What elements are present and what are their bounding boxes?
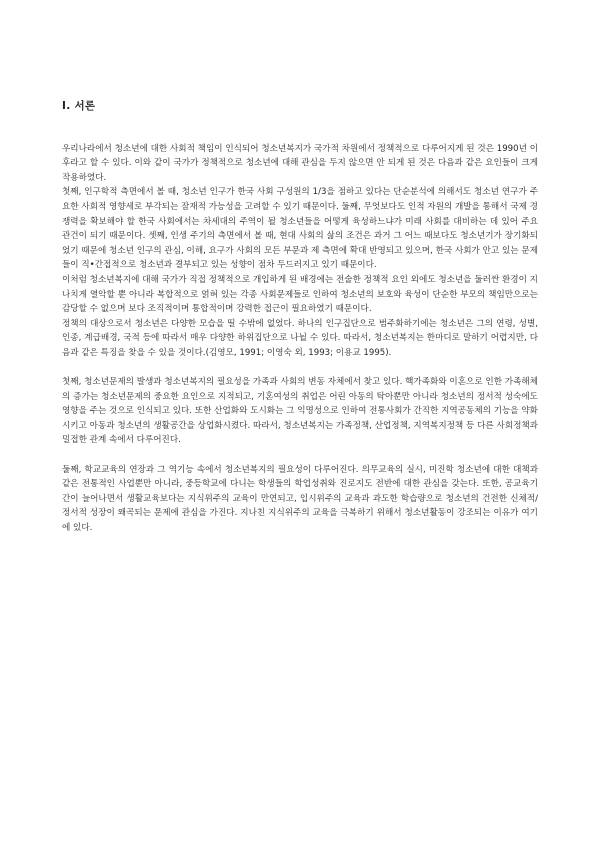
paragraph-policy-background: 이처럼 청소년복지에 대해 국가가 직접 정책적으로 개입하게 된 배경에는 전술한 정책적 요인 외에도 청소년을 둘러싼 환경이 지나치게 열악할 뿐 아니라 복합적으로 얽혀 있는 각종 사회문제들로 인하여 청소년의 보호와 육성이 단순한 부모의 책임만으로는 감당할 수 없으며 보다 조직적이며 통합적이며 강력한 접근이 필요하였기 때문이다. [62, 274, 538, 315]
section-heading: Ⅰ. 서론 [62, 100, 96, 112]
body-text [62, 127, 538, 536]
paragraph-policy-target: 정책의 대상으로서 청소년은 다양한 모습을 띨 수밖에 없었다. 하나의 인구집단으로 범주화하기에는 청소년은 그의 연령, 성별, 인종, 계급배경, 국적 등에 따라서 매우 다양한 하위집단으로 나뉠 수 있다. 따라서, 청소년복지는 한마디로 말하기 어렵지만, 다음과 같은 특징을 찾을 수 있을 것이다.(김영모, 1991; 이영숙 외, 1993; 이용교 1995). [62, 318, 538, 358]
paragraph-school-education: 둘째, 학교교육의 연장과 그 역기능 속에서 청소년복지의 필요성이 다루어진다. 의무교육의 실시, 미진학 청소년에 대한 대책과 같은 전통적인 사업뿐만 아니라, 중등학교에 다니는 학생들의 학업성취와 진로지도 전반에 대한 관심을 갖는다. 또한, 공교육기간이 늘어나면서 생활교육보다는 지식위주의 교육이 만연되고, 입시위주의 교육과 과도한 학습량으로 청소년의 건전한 신체적/정서적 성장이 왜곡되는 문제에 관심을 가진다. 지나친 지식위주의 교육을 극복하기 위해서 청소년활동이 강조되는 이유가 여기에 있다. [62, 464, 538, 534]
paragraph-family-change: 첫째, 청소년문제의 발생과 청소년복지의 필요성을 가족과 사회의 변동 자체에서 찾고 있다. 핵가족화와 이혼으로 인한 가족해체의 증가는 청소년문제의 중요한 요인으로 지적되고, 기혼여성의 취업은 어린 아동의 탁아뿐만 아니라 청소년의 정서적 성숙에도 영향을 주는 것으로 인식되고 있다. 또한 산업화와 도시화는 그 익명성으로 인하여 전통사회가 간직한 지역공동체의 기능을 약화시키고 아동과 청소년의 생활공간을 상업화시켰다. 따라서, 청소년복지는 가족정책, 산업정책, 지역복지정책 등 다른 사회정책과 밀접한 관계 속에서 다루어진다. [62, 377, 538, 446]
paragraph-first-factors: 첫째, 인구학적 측면에서 볼 때, 청소년 인구가 한국 사회 구성원의 1/3을 점하고 있다는 단순분석에 의해서도 청소년 연구가 주요한 사회적 영향세로 부각되는 잠재적 가능성을 고려할 수 있기 때문이다. 둘째, 무엇보다도 인적 자원의 개발을 통해서 국제 경쟁력을 확보해야 할 한국 사회에서는 차세대의 주역이 될 청소년들을 어떻게 육성하느냐가 미래 사회를 대비하는 데 있어 주요 관건이 되기 때문이다. 셋째, 인생 주기의 측면에서 볼 때, 현대 사회의 삶의 조건은 과거 그 어느 때보다도 청소년기가 장기화되었기 때문에 청소년 인구의 관심, 이해, 요구가 사회의 모든 부문과 제 측면에 확대 반영되고 있으며, 한국 사회가 안고 있는 문제들이 직•간접적으로 청소년과 결부되고 있는 성향이 점차 두드러지고 있기 때문이다. [62, 187, 538, 271]
paragraph-intro: 우리나라에서 청소년에 대한 사회적 책임이 인식되어 청소년복지가 국가적 차원에서 정책적으로 다루어지게 된 것은 1990년 이후라고 할 수 있다. 이와 같이 국가가 정책적으로 청소년에 대해 관심을 두지 않으면 안 되게 된 것은 다음과 같은 요인들이 크게 작용하였다. [62, 143, 538, 183]
